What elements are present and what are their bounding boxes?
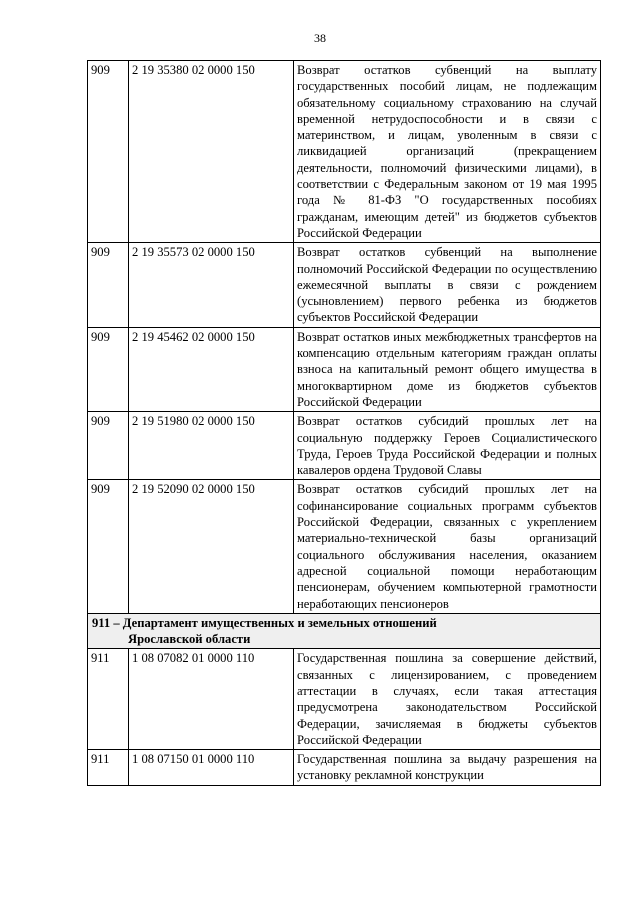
budget-code-cell: 1 08 07082 01 0000 110 <box>129 649 294 750</box>
budget-code-cell: 1 08 07150 01 0000 110 <box>129 750 294 786</box>
budget-code-cell: 2 19 35573 02 0000 150 <box>129 243 294 327</box>
table-row <box>88 750 601 786</box>
table-row <box>88 412 601 480</box>
table-row <box>88 480 601 613</box>
budget-classification-table <box>87 60 601 786</box>
description-cell: Возврат остатков субвенций на выполнение полномочий Российской Федерации по осуществлению ежемесячной выплаты в связи с рождением (усыновлением) первого ребенка из бюджетов субъектов Российской Федерации <box>294 243 601 327</box>
description-cell: Государственная пошлина за выдачу разрешения на установку рекламной конструкции <box>294 750 601 786</box>
budget-code-cell: 2 19 52090 02 0000 150 <box>129 480 294 613</box>
table-row <box>88 61 601 243</box>
page-number: 38 <box>314 31 326 45</box>
admin-code-cell: 909 <box>88 327 129 411</box>
description-cell: Возврат остатков субвенций на выплату государственных пособий лицам, не подлежащим обязательному социальному страхованию на случай временной нетрудоспособности и в связи с материнством, и лицам, уволенным в связи с ликвидацией организаций (прекращением деятельности, полномочий физическими лицами), в соответствии с Федеральным законом от 19 мая 1995 года № 81-ФЗ "О государственных пособиях гражданам, имеющим детей" из бюджетов субъектов Российской Федерации <box>294 61 601 243</box>
table-row <box>88 327 601 411</box>
admin-code-cell: 911 <box>88 750 129 786</box>
table-row <box>88 649 601 750</box>
description-cell: Возврат остатков иных межбюджетных трансфертов на компенсацию отдельным категориям граждан оплаты взноса на капитальный ремонт общего имущества в многоквартирном доме из бюджетов субъектов Российской Федерации <box>294 327 601 411</box>
admin-code-cell: 909 <box>88 243 129 327</box>
table-row <box>88 243 601 327</box>
department-header-row <box>88 613 601 649</box>
description-cell: Возврат остатков субсидий прошлых лет на социальную поддержку Героев Социалистического Труда, Героев Труда Российской Федерации и полных кавалеров ордена Трудовой Славы <box>294 412 601 480</box>
admin-code-cell: 909 <box>88 412 129 480</box>
department-heading <box>88 613 601 649</box>
department-heading-line1: 911 – Департамент имущественных и земельных отношений <box>92 615 437 630</box>
budget-code-cell: 2 19 35380 02 0000 150 <box>129 61 294 243</box>
admin-code-cell: 909 <box>88 61 129 243</box>
budget-code-cell: 2 19 45462 02 0000 150 <box>129 327 294 411</box>
admin-code-cell: 909 <box>88 480 129 613</box>
description-cell: Государственная пошлина за совершение действий, связанных с лицензированием, с проведением аттестации в случаях, если такая аттестация предусмотрена законодательством Российской Федерации, зачисляемая в бюджеты субъектов Российской Федерации <box>294 649 601 750</box>
department-heading-line2: Ярославской области <box>128 632 251 647</box>
budget-code-cell: 2 19 51980 02 0000 150 <box>129 412 294 480</box>
admin-code-cell: 911 <box>88 649 129 750</box>
description-cell: Возврат остатков субсидий прошлых лет на софинансирование социальных программ субъектов Российской Федерации, связанных с укреплением материально-технической базы организаций социального обслуживания населения, оказанием адресной социальной помощи неработающим пенсионерам, обучением компьютерной грамотности неработающих пенсионеров <box>294 480 601 613</box>
